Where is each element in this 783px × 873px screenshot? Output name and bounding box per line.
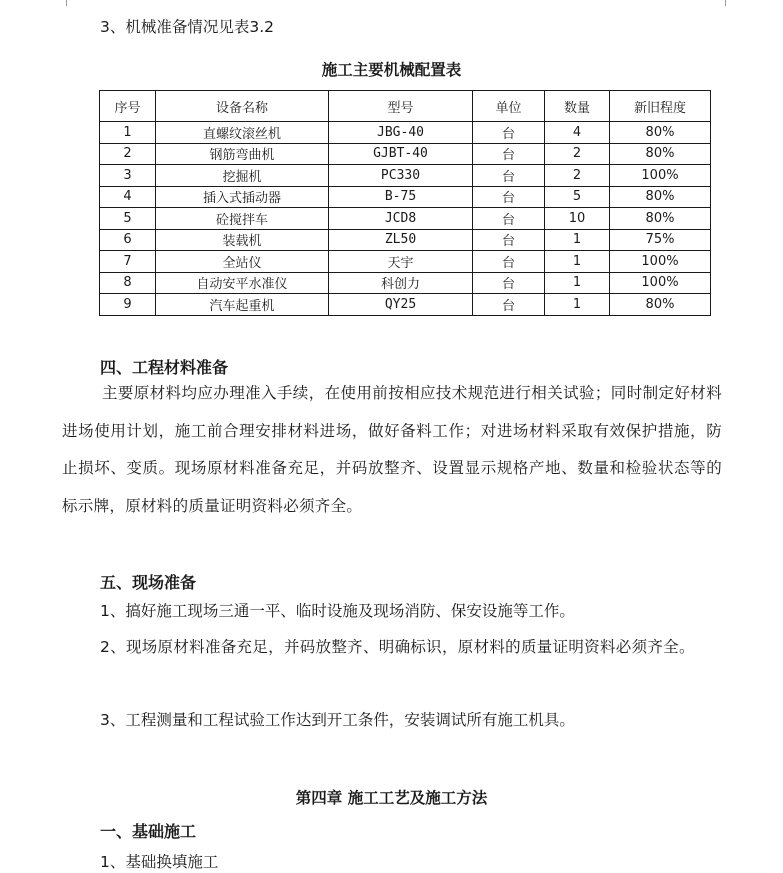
table-row bbox=[100, 122, 711, 144]
table-cell: GJBT-40 bbox=[329, 143, 473, 165]
table-cell: 科创力 bbox=[329, 272, 473, 294]
table-cell: 80% bbox=[610, 143, 711, 165]
site-item-2 bbox=[62, 628, 722, 666]
table-row bbox=[100, 229, 711, 251]
table-title: 施工主要机械配置表 bbox=[321, 60, 462, 79]
table-cell: 台 bbox=[473, 165, 545, 187]
table-cell: 台 bbox=[473, 122, 545, 144]
table-cell: 6 bbox=[100, 229, 156, 251]
table-cell: 台 bbox=[473, 208, 545, 230]
table-row bbox=[100, 272, 711, 294]
table-cell: 挖掘机 bbox=[156, 165, 329, 187]
table-cell: 5 bbox=[545, 186, 610, 208]
intro-line: 3、机械准备情况见表3.2 bbox=[100, 18, 275, 36]
table-cell: 台 bbox=[473, 229, 545, 251]
table-cell: 1 bbox=[545, 294, 610, 316]
table-row bbox=[100, 143, 711, 165]
table-cell: 100% bbox=[610, 165, 711, 187]
table-row bbox=[100, 208, 711, 230]
table-row bbox=[100, 186, 711, 208]
section-heading-materials: 四、工程材料准备 bbox=[100, 358, 229, 377]
table-cell: 4 bbox=[100, 186, 156, 208]
table-cell: 台 bbox=[473, 272, 545, 294]
table-cell: 1 bbox=[545, 251, 610, 273]
table-cell: 1 bbox=[545, 229, 610, 251]
table-cell: 天宇 bbox=[329, 251, 473, 273]
table-cell: 1 bbox=[545, 272, 610, 294]
table-cell: 汽车起重机 bbox=[156, 294, 329, 316]
header-cell: 数量 bbox=[545, 91, 610, 122]
table-cell: 2 bbox=[100, 143, 156, 165]
table-cell: 台 bbox=[473, 186, 545, 208]
table-cell: 砼搅拌车 bbox=[156, 208, 329, 230]
table-cell: 直螺纹滚丝机 bbox=[156, 122, 329, 144]
header-cell: 单位 bbox=[473, 91, 545, 122]
table-cell: PC330 bbox=[329, 165, 473, 187]
table-cell: 80% bbox=[610, 186, 711, 208]
header-cell: 设备名称 bbox=[156, 91, 329, 122]
section-heading-site: 五、现场准备 bbox=[100, 573, 197, 592]
table-cell: 台 bbox=[473, 294, 545, 316]
table-cell: 7 bbox=[100, 251, 156, 273]
table-cell: 1 bbox=[100, 122, 156, 144]
table-cell: 台 bbox=[473, 251, 545, 273]
table-cell: 自动安平水准仪 bbox=[156, 272, 329, 294]
table-row bbox=[100, 294, 711, 316]
table-cell: 100% bbox=[610, 272, 711, 294]
chapter-title: 第四章 施工工艺及施工方法 bbox=[295, 788, 488, 807]
foundation-item-1: 1、基础换填施工 bbox=[100, 853, 219, 871]
header-cell: 型号 bbox=[329, 91, 473, 122]
table-cell: 插入式插动器 bbox=[156, 186, 329, 208]
table-cell: 全站仪 bbox=[156, 251, 329, 273]
table-header-row bbox=[100, 91, 711, 122]
table-cell: QY25 bbox=[329, 294, 473, 316]
header-cell: 新旧程度 bbox=[610, 91, 711, 122]
table-cell: 9 bbox=[100, 294, 156, 316]
table-cell: 3 bbox=[100, 165, 156, 187]
table-cell: ZL50 bbox=[329, 229, 473, 251]
table-cell: 8 bbox=[100, 272, 156, 294]
table-cell: 台 bbox=[473, 143, 545, 165]
table-cell: 4 bbox=[545, 122, 610, 144]
table-row bbox=[100, 251, 711, 273]
header-cell: 序号 bbox=[100, 91, 156, 122]
materials-paragraph bbox=[62, 375, 722, 525]
table-cell: JCD8 bbox=[329, 208, 473, 230]
table-cell: 75% bbox=[610, 229, 711, 251]
table-cell: 装载机 bbox=[156, 229, 329, 251]
table-cell: 2 bbox=[545, 165, 610, 187]
materials-paragraph-text: 主要原材料均应办理准入手续，在使用前按相应技术规范进行相关试验；同时制定好材料进场使用计划，施工前合理安排材料进场，做好备料工作；对进场材料采取有效保护措施，防止损坏、变质。现场原材料准备充足，并码放整齐、设置显示规格产地、数量和检验状态等的标示牌，原材料的质量证明资料必须齐全。 bbox=[62, 384, 722, 515]
site-item-2-text: 2、现场原材料准备充足，并码放整齐、明确标识，原材料的质量证明资料必须齐全。 bbox=[100, 638, 695, 656]
table-cell: 100% bbox=[610, 251, 711, 273]
table-row bbox=[100, 165, 711, 187]
site-item-1: 1、搞好施工现场三通一平、临时设施及现场消防、保安设施等工作。 bbox=[100, 602, 575, 620]
table-cell: 80% bbox=[610, 122, 711, 144]
site-item-3: 3、工程测量和工程试验工作达到开工条件，安装调试所有施工机具。 bbox=[100, 711, 575, 729]
machine-table bbox=[99, 90, 711, 316]
section-heading-foundation: 一、基础施工 bbox=[100, 822, 197, 841]
table-cell: 5 bbox=[100, 208, 156, 230]
table-cell: 80% bbox=[610, 208, 711, 230]
table-cell: JBG-40 bbox=[329, 122, 473, 144]
table-cell: 2 bbox=[545, 143, 610, 165]
table-cell: 钢筋弯曲机 bbox=[156, 143, 329, 165]
table-cell: 80% bbox=[610, 294, 711, 316]
table-cell: 10 bbox=[545, 208, 610, 230]
table-cell: B-75 bbox=[329, 186, 473, 208]
